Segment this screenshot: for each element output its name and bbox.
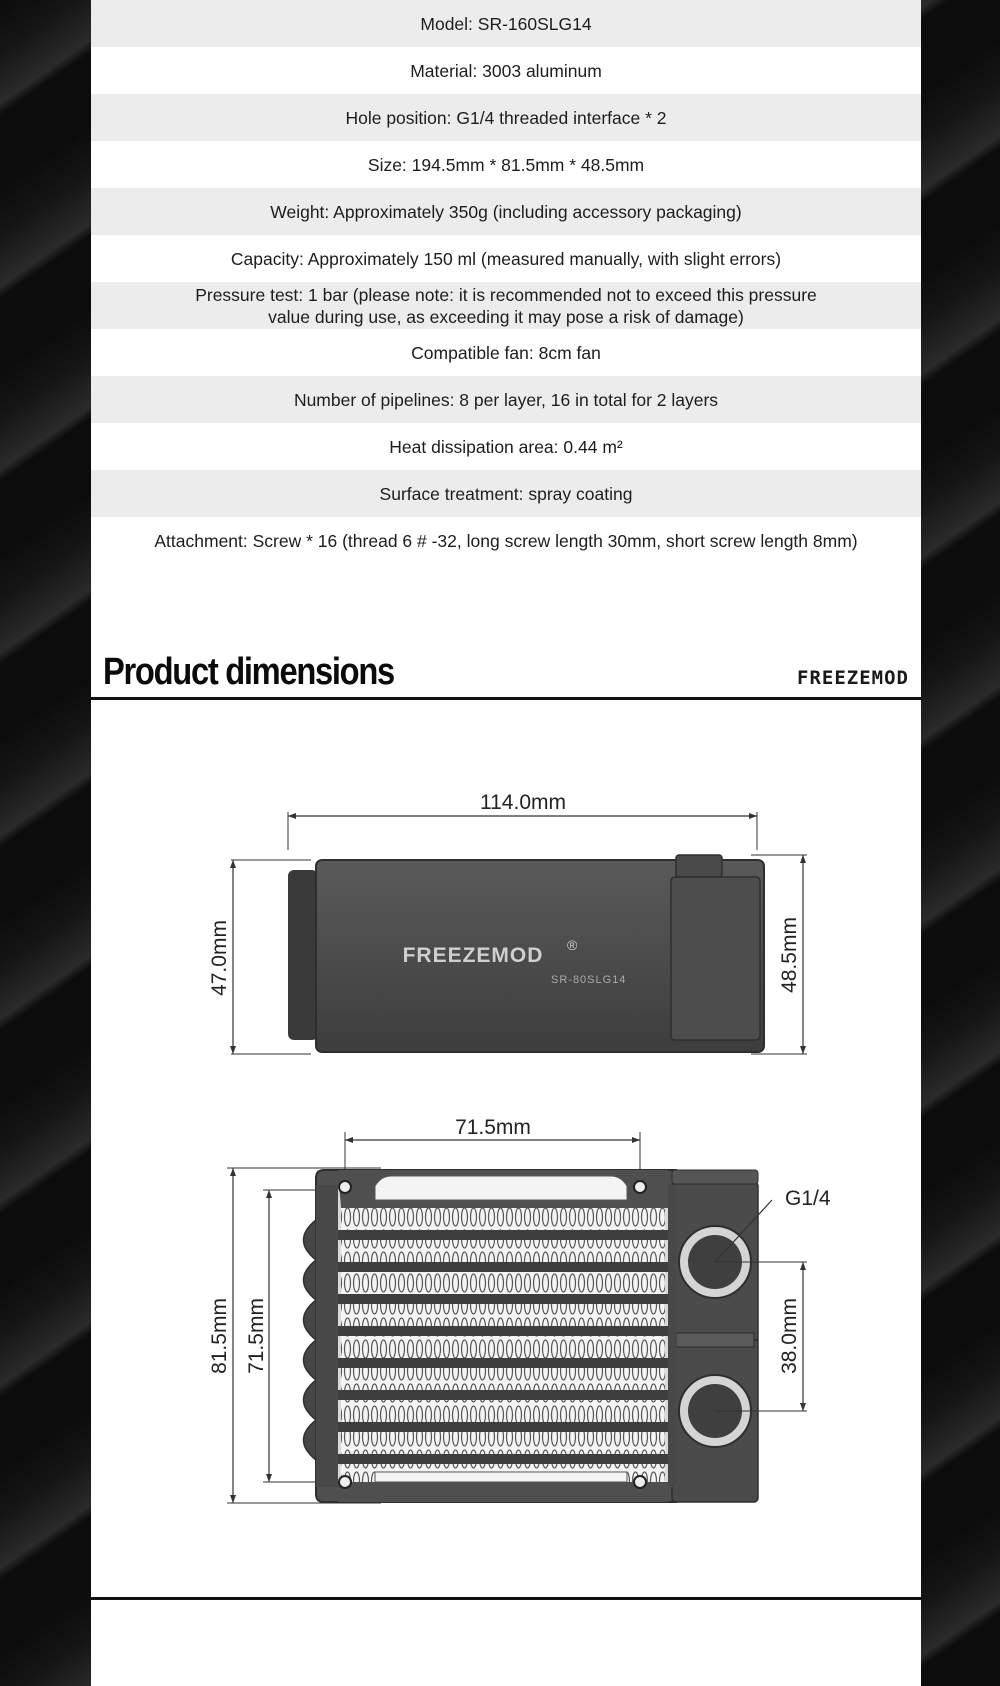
- top-left-height-label: 47.0mm: [208, 920, 231, 996]
- top-model: SR-80SLG14: [551, 974, 627, 986]
- spec-text: Size: 194.5mm * 81.5mm * 48.5mm: [367, 154, 645, 175]
- spec-text: Attachment: Screw * 16 (thread 6 # -32, long screw length 30mm, short screw length 8mm): [154, 530, 858, 551]
- spec-text: Heat dissipation area: 0.44 m²: [389, 436, 623, 457]
- spec-pipelines: [91, 376, 921, 423]
- spec-size: [91, 141, 921, 188]
- front-hole-spacing-label: 71.5mm: [455, 1116, 531, 1139]
- spec-text: Capacity: Approximately 150 ml (measured manually, with slight errors): [230, 248, 782, 269]
- front-view: [208, 1116, 831, 1503]
- top-right-height-label: 48.5mm: [778, 917, 801, 993]
- spec-pressure-test: [91, 282, 921, 329]
- brand-logo: FREEZEMOD: [797, 667, 909, 689]
- spec-text: Hole position: G1/4 threaded interface * 2: [345, 107, 667, 128]
- spec-hole-position: [91, 94, 921, 141]
- bottom-divider: [91, 1597, 921, 1600]
- front-inner-height-label: 71.5mm: [245, 1298, 268, 1374]
- top-width-label: 114.0mm: [480, 791, 566, 814]
- top-view: [208, 791, 807, 1054]
- port-label: G1/4: [785, 1187, 831, 1210]
- spec-text: Number of pipelines: 8 per layer, 16 in total for 2 layers: [293, 389, 719, 410]
- spec-text: Compatible fan: 8cm fan: [411, 342, 601, 363]
- spec-text: Model: SR-160SLG14: [420, 13, 592, 34]
- section-title: Product dimensions: [103, 651, 394, 693]
- section-header: [91, 645, 921, 700]
- fin-rows: [341, 1208, 665, 1482]
- spec-text: Material: 3003 aluminum: [410, 60, 602, 81]
- spec-text: Pressure test: 1 bar (please note: it is recommended not to exceed this pressure value during use, as exceeding it may pose a risk of damage): [195, 284, 817, 327]
- spec-surface: [91, 470, 921, 517]
- spec-text: Weight: Approximately 350g (including accessory packaging): [270, 201, 742, 222]
- spec-attachment: [91, 517, 921, 564]
- top-logo: FREEZEMOD: [402, 944, 544, 967]
- spec-material: [91, 47, 921, 94]
- spec-capacity: [91, 235, 921, 282]
- spec-model: [91, 0, 921, 47]
- front-outer-height-label: 81.5mm: [208, 1298, 231, 1374]
- spec-text: Surface treatment: spray coating: [379, 483, 633, 504]
- content-panel: [91, 0, 921, 1686]
- spec-weight: [91, 188, 921, 235]
- port-spacing-label: 38.0mm: [778, 1298, 801, 1374]
- spec-heat-area: [91, 423, 921, 470]
- spec-compatible-fan: [91, 329, 921, 376]
- top-registered-mark: ®: [567, 937, 578, 953]
- dimension-drawing: [91, 700, 921, 1590]
